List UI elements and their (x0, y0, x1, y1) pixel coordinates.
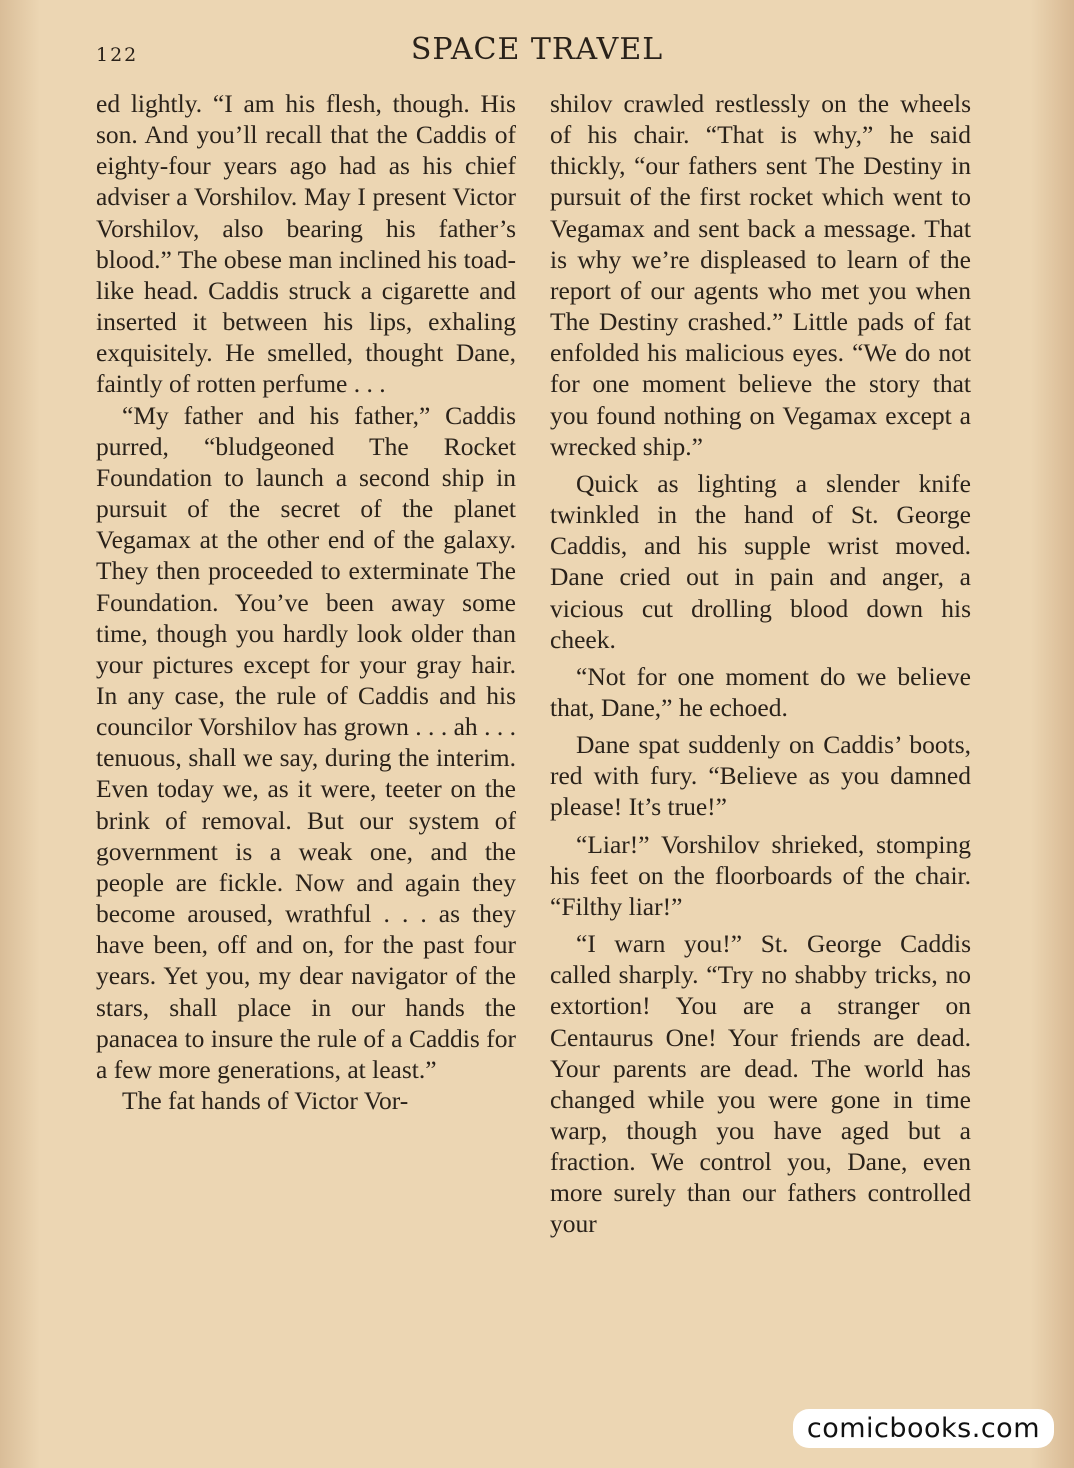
watermark-logo: comicbooks.com (793, 1409, 1054, 1448)
page-number: 122 (96, 44, 139, 66)
paragraph: “I warn you!” St. George Caddis called sharply. “Try no shabby tricks, no extortion! You are a stranger on Centaurus One! Your friends are dead. Your parents are dead. The world has changed while you were gone in time warp, though you have aged but a fraction. We control you, Dane, even more surely than our fathers controlled your (550, 929, 971, 1239)
paragraph: shilov crawled restlessly on the wheels of his chair. “That is why,” he said thickly, “our fathers sent The Destiny in pursuit of the first rocket which went to Vegamax and sent back a message. That is why we’re displeased to learn of the report of our agents who met you when The Destiny crashed.” Little pads of fat enfolded his malicious eyes. “We do not for one moment believe the story that you found nothing on Vegamax except a wrecked ship.” (550, 89, 971, 461)
paragraph: ed lightly. “I am his flesh, though. His son. And you’ll recall that the Caddis of eighty-four years ago had as his chief adviser a Vorshilov. May I present Victor Vorshilov, also bearing his father’s blood.” The obese man inclined his toad-like head. Caddis struck a cigarette and inserted it between his lips, exhaling exquisitely. He smelled, thought Dane, faintly of rotten perfume . . . (96, 89, 516, 399)
paragraph: “My father and his father,” Caddis purred, “bludgeoned The Rocket Foundation to launch a second ship in pursuit of the secret of the planet Vegamax at the other end of the galaxy. They then proceeded to exterminate The Foundation. You’ve been away some time, though you hardly look older than your pictures except for your gray hair. In any case, the rule of Caddis and his councilor Vorshilov has grown . . . ah . . . tenuous, shall we say, during the interim. Even today we, as it were, teeter on the brink of removal. But our system of government is a weak one, and the people are fickle. Now and again they become aroused, wrathful . . . as they have been, off and on, for the past four years. Yet you, my dear navigator of the stars, shall place in our hands the panacea to insure the rule of a Caddis for a few more generations, at least.” (96, 400, 516, 1084)
paragraph: Quick as lighting a slender knife twinkled in the hand of St. George Caddis, and his supple wrist moved. Dane cried out in pain and anger, a vicious cut drolling blood down his cheek. (550, 468, 971, 654)
paragraph: Dane spat suddenly on Caddis’ boots, red with fury. “Believe as you damned please! It’s true!” (550, 730, 971, 822)
paragraph: “Not for one moment do we believe that, Dane,” he echoed. (550, 661, 971, 722)
paragraph: “Liar!” Vorshilov shrieked, stomping his feet on the floorboards of the chair. “Filthy liar!” (550, 829, 971, 921)
paragraph: The fat hands of Victor Vor- (122, 1086, 409, 1115)
left-column (96, 88, 516, 1116)
running-head: SPACE TRAVEL (410, 32, 664, 67)
right-column (550, 88, 971, 1240)
